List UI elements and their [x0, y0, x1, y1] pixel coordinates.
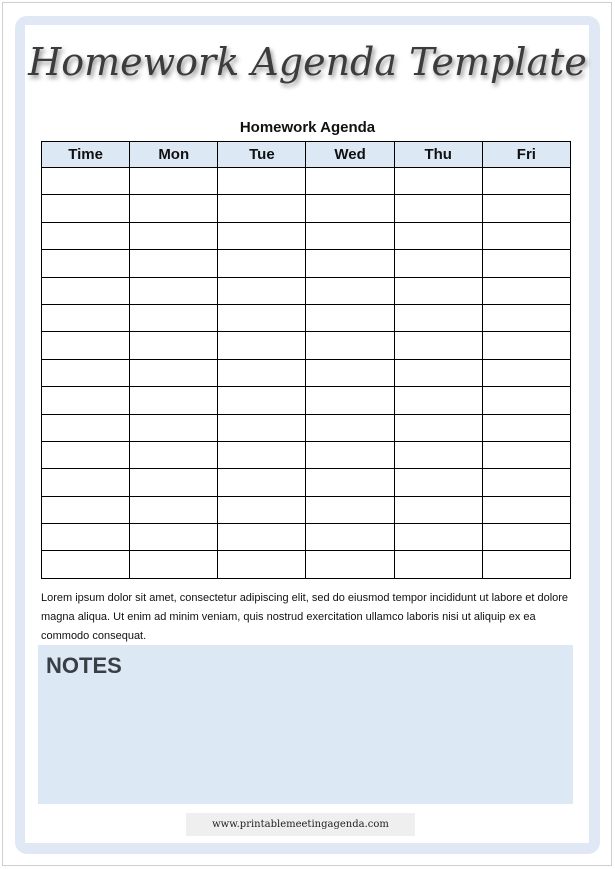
cell-fri[interactable] — [482, 496, 570, 523]
cell-thu[interactable] — [394, 524, 482, 551]
cell-time[interactable] — [42, 304, 130, 331]
cell-time[interactable] — [42, 414, 130, 441]
table-row — [42, 168, 571, 195]
cell-thu[interactable] — [394, 387, 482, 414]
cell-tue[interactable] — [218, 332, 306, 359]
cell-mon[interactable] — [130, 441, 218, 468]
cell-mon[interactable] — [130, 551, 218, 578]
cell-wed[interactable] — [306, 359, 394, 386]
cell-time[interactable] — [42, 551, 130, 578]
table-row — [42, 222, 571, 249]
cell-tue[interactable] — [218, 195, 306, 222]
table-row — [42, 469, 571, 496]
column-header-fri: Fri — [482, 142, 570, 168]
cell-fri[interactable] — [482, 441, 570, 468]
cell-wed[interactable] — [306, 304, 394, 331]
cell-tue[interactable] — [218, 250, 306, 277]
cell-mon[interactable] — [130, 496, 218, 523]
cell-mon[interactable] — [130, 414, 218, 441]
cell-wed[interactable] — [306, 469, 394, 496]
cell-tue[interactable] — [218, 359, 306, 386]
cell-thu[interactable] — [394, 551, 482, 578]
cell-wed[interactable] — [306, 496, 394, 523]
cell-time[interactable] — [42, 277, 130, 304]
cell-wed[interactable] — [306, 414, 394, 441]
cell-wed[interactable] — [306, 441, 394, 468]
page-title: Homework Agenda Template — [28, 40, 587, 84]
cell-wed[interactable] — [306, 250, 394, 277]
cell-thu[interactable] — [394, 414, 482, 441]
table-row — [42, 551, 571, 578]
cell-fri[interactable] — [482, 222, 570, 249]
cell-wed[interactable] — [306, 551, 394, 578]
cell-wed[interactable] — [306, 332, 394, 359]
cell-tue[interactable] — [218, 441, 306, 468]
cell-fri[interactable] — [482, 414, 570, 441]
cell-wed[interactable] — [306, 277, 394, 304]
cell-tue[interactable] — [218, 168, 306, 195]
cell-thu[interactable] — [394, 469, 482, 496]
cell-wed[interactable] — [306, 387, 394, 414]
table-row — [42, 332, 571, 359]
cell-mon[interactable] — [130, 359, 218, 386]
cell-tue[interactable] — [218, 414, 306, 441]
cell-tue[interactable] — [218, 304, 306, 331]
cell-thu[interactable] — [394, 332, 482, 359]
footer-url[interactable]: www.printablemeetingagenda.com — [186, 813, 415, 836]
table-row — [42, 441, 571, 468]
table-row — [42, 387, 571, 414]
cell-time[interactable] — [42, 496, 130, 523]
cell-thu[interactable] — [394, 195, 482, 222]
cell-time[interactable] — [42, 359, 130, 386]
table-row — [42, 250, 571, 277]
cell-wed[interactable] — [306, 222, 394, 249]
cell-mon[interactable] — [130, 387, 218, 414]
table-row — [42, 277, 571, 304]
cell-time[interactable] — [42, 168, 130, 195]
cell-time[interactable] — [42, 222, 130, 249]
table-row — [42, 304, 571, 331]
cell-fri[interactable] — [482, 551, 570, 578]
cell-time[interactable] — [42, 387, 130, 414]
cell-tue[interactable] — [218, 469, 306, 496]
cell-fri[interactable] — [482, 168, 570, 195]
cell-time[interactable] — [42, 524, 130, 551]
cell-fri[interactable] — [482, 304, 570, 331]
agenda-heading: Homework Agenda — [239, 119, 376, 136]
table-row — [42, 359, 571, 386]
column-header-thu: Thu — [394, 142, 482, 168]
cell-fri[interactable] — [482, 524, 570, 551]
cell-time[interactable] — [42, 195, 130, 222]
cell-time[interactable] — [42, 441, 130, 468]
cell-fri[interactable] — [482, 250, 570, 277]
cell-fri[interactable] — [482, 387, 570, 414]
description-text: Lorem ipsum dolor sit amet, consectetur adipiscing elit, sed do eiusmod tempor incididunt ut labore et dolore magna aliqua. Ut enim ad minim veniam, quis nostrud exercitation ullamco laboris nisi ut aliquip ex ea commodo consequat. — [41, 592, 569, 642]
cell-tue[interactable] — [218, 524, 306, 551]
cell-tue[interactable] — [218, 551, 306, 578]
column-header-tue: Tue — [218, 142, 306, 168]
cell-thu[interactable] — [394, 168, 482, 195]
notes-box[interactable] — [38, 645, 573, 804]
cell-fri[interactable] — [482, 469, 570, 496]
column-header-mon: Mon — [130, 142, 218, 168]
cell-fri[interactable] — [482, 332, 570, 359]
cell-mon[interactable] — [130, 277, 218, 304]
column-header-time: Time — [42, 142, 130, 168]
cell-mon[interactable] — [130, 524, 218, 551]
cell-time[interactable] — [42, 250, 130, 277]
cell-mon[interactable] — [130, 250, 218, 277]
cell-thu[interactable] — [394, 222, 482, 249]
cell-fri[interactable] — [482, 359, 570, 386]
cell-mon[interactable] — [130, 195, 218, 222]
cell-tue[interactable] — [218, 222, 306, 249]
table-row — [42, 524, 571, 551]
cell-thu[interactable] — [394, 496, 482, 523]
cell-tue[interactable] — [218, 496, 306, 523]
cell-fri[interactable] — [482, 195, 570, 222]
cell-thu[interactable] — [394, 441, 482, 468]
cell-wed[interactable] — [306, 168, 394, 195]
agenda-table — [41, 141, 571, 579]
table-row — [42, 414, 571, 441]
cell-fri[interactable] — [482, 277, 570, 304]
cell-mon[interactable] — [130, 304, 218, 331]
cell-time[interactable] — [42, 332, 130, 359]
cell-mon[interactable] — [130, 332, 218, 359]
cell-tue[interactable] — [218, 387, 306, 414]
cell-tue[interactable] — [218, 277, 306, 304]
notes-label: NOTES — [46, 653, 122, 678]
cell-time[interactable] — [42, 469, 130, 496]
table-row — [42, 195, 571, 222]
table-row — [42, 496, 571, 523]
cell-mon[interactable] — [130, 168, 218, 195]
cell-thu[interactable] — [394, 304, 482, 331]
cell-thu[interactable] — [394, 250, 482, 277]
cell-wed[interactable] — [306, 524, 394, 551]
cell-mon[interactable] — [130, 469, 218, 496]
cell-mon[interactable] — [130, 222, 218, 249]
cell-thu[interactable] — [394, 359, 482, 386]
cell-wed[interactable] — [306, 195, 394, 222]
cell-thu[interactable] — [394, 277, 482, 304]
column-header-wed: Wed — [306, 142, 394, 168]
